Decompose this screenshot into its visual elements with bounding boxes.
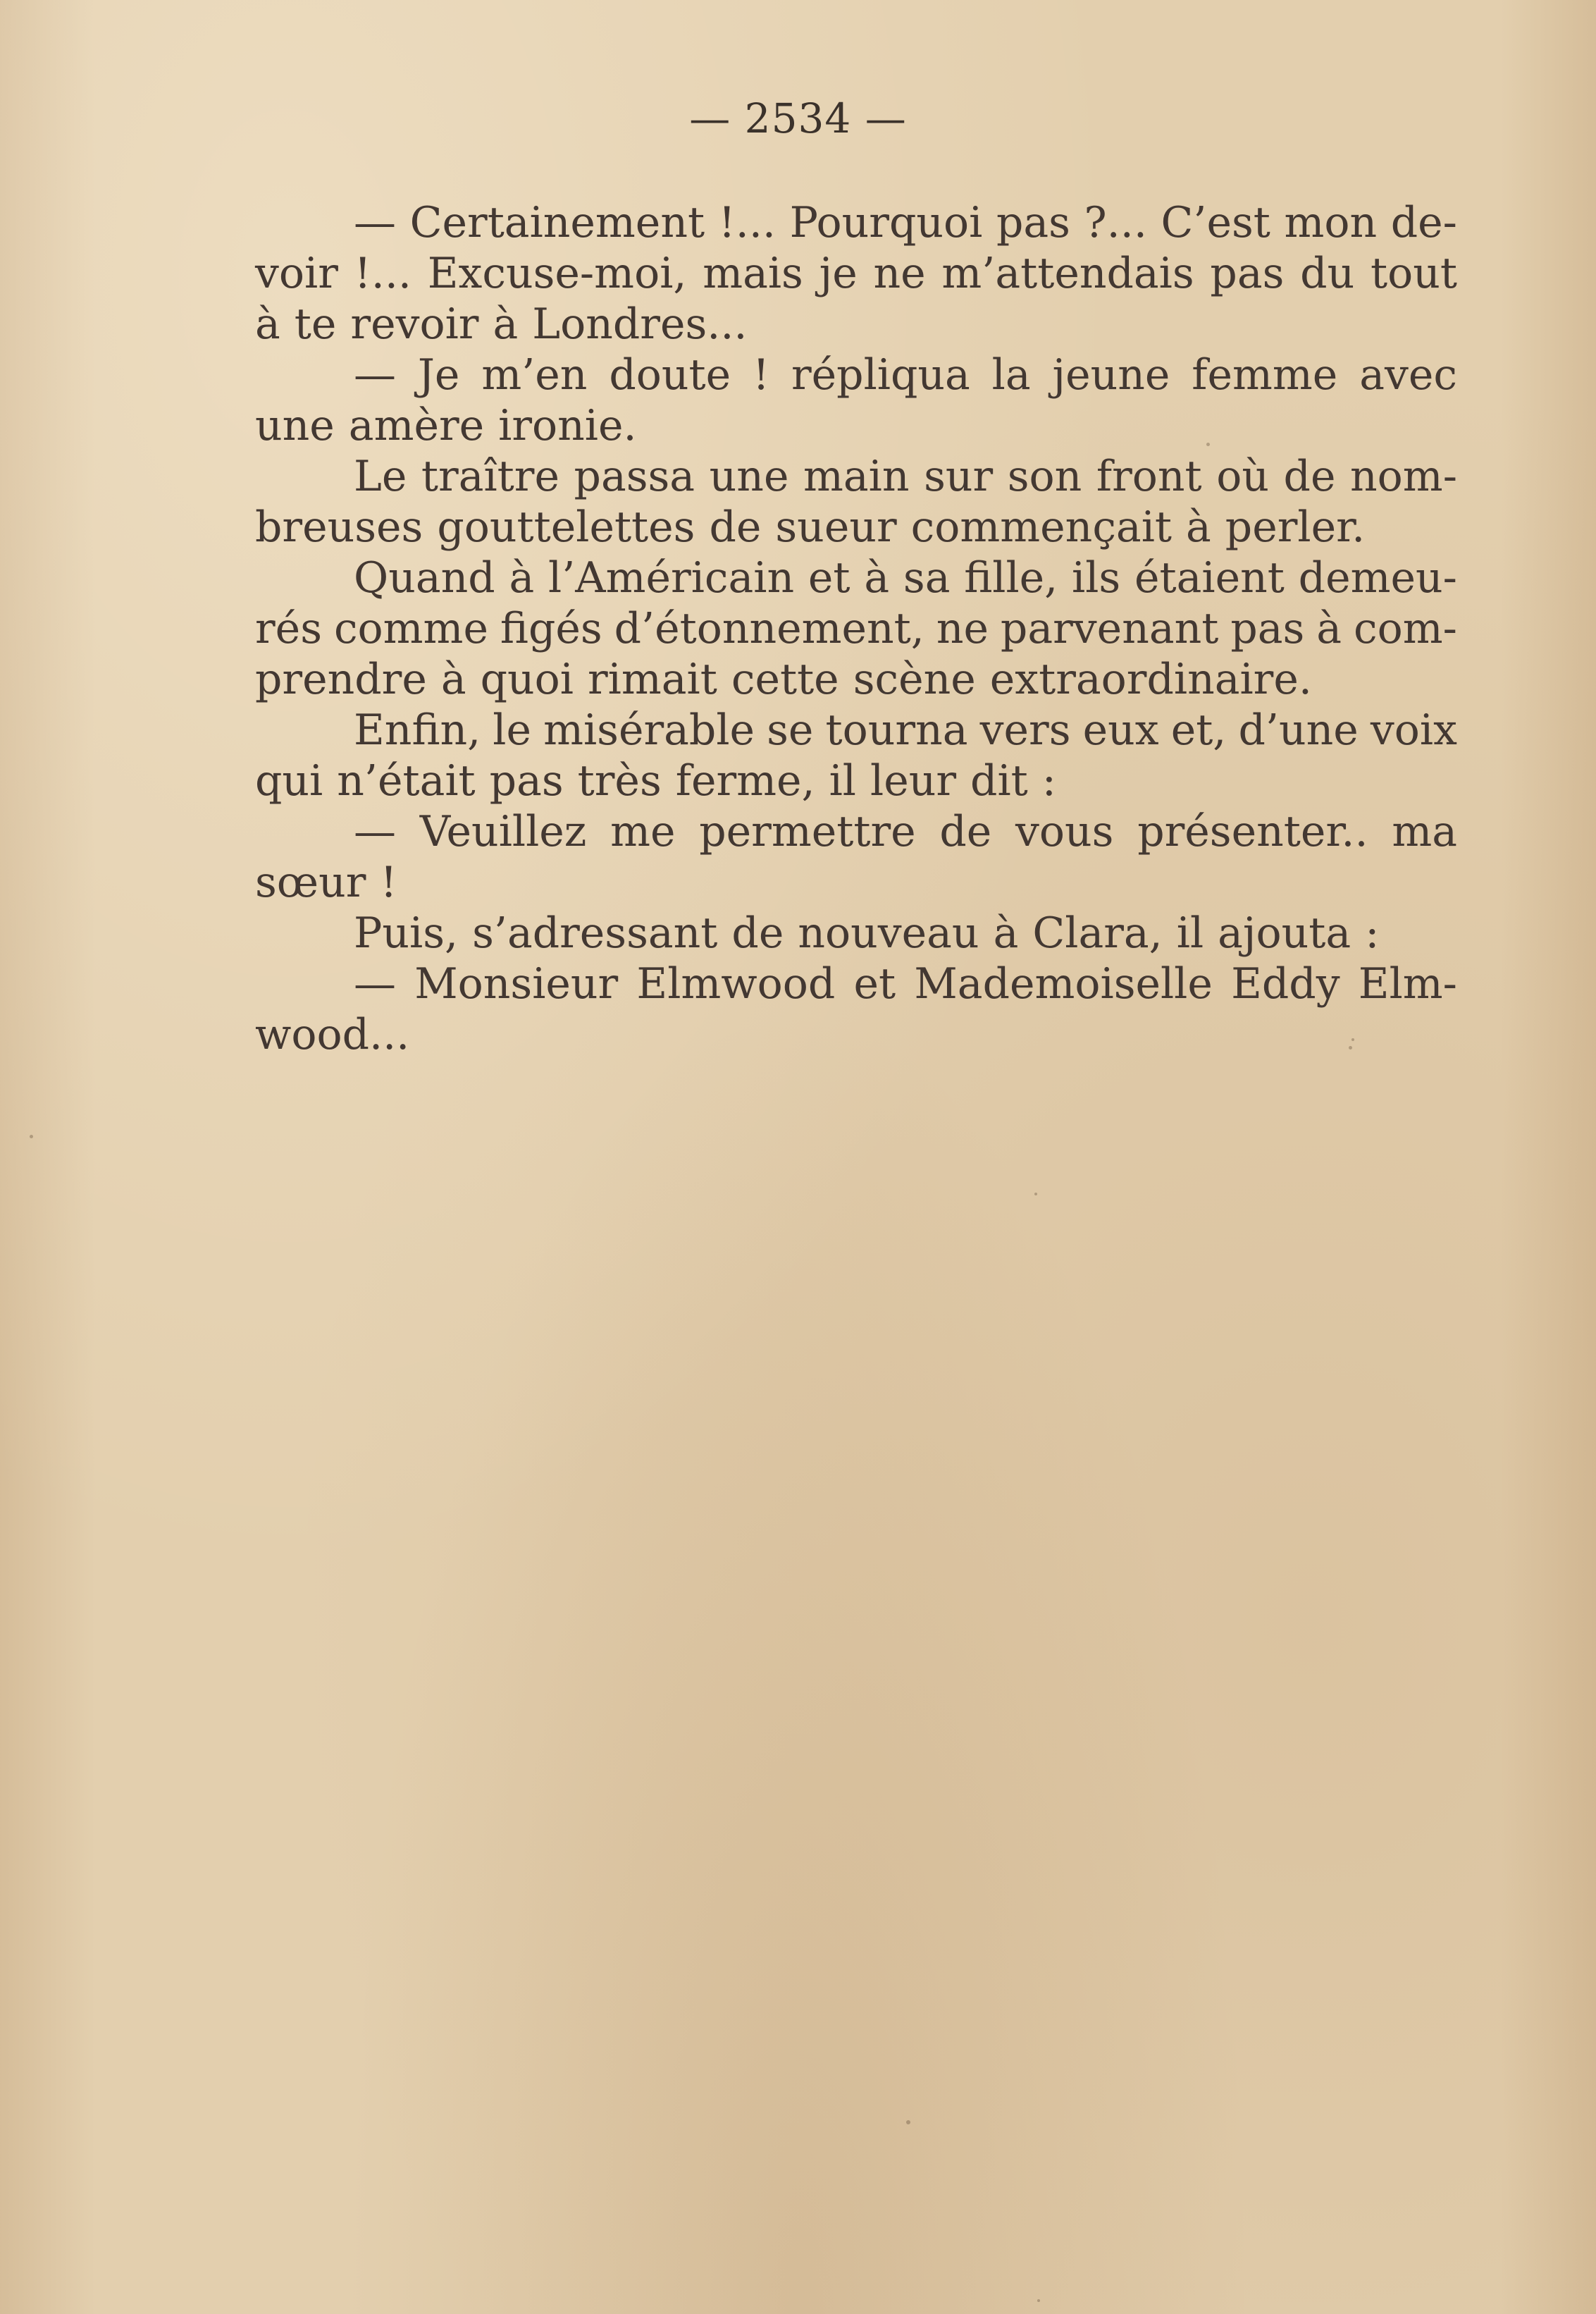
paper-speck <box>1349 1046 1352 1050</box>
text-line: qui n’était pas très ferme, il leur dit : <box>255 756 1056 806</box>
text-line: une amère ironie. <box>255 401 637 450</box>
text-line: — Veuillez me permettre de vous présenter.. ma <box>354 807 1457 856</box>
paper-speck <box>1034 1193 1037 1195</box>
body-text <box>255 197 1457 1060</box>
text-line: prendre à quoi rimait cette scène extraordinaire. <box>255 655 1312 704</box>
text-line: breuses gouttelettes de sueur commençait à perler. <box>255 503 1366 552</box>
page-number: — 2534 — <box>689 94 907 142</box>
text-line: Le traître passa une main sur son front où de nom- <box>354 452 1457 501</box>
text-line: rés comme figés d’étonnement, ne parvenant pas à com- <box>255 604 1457 653</box>
text-line: sœur ! <box>255 858 397 907</box>
paper-speck <box>1037 2299 1040 2302</box>
text-line: — Je m’en doute ! répliqua la jeune femme avec <box>354 350 1457 400</box>
text-line: — Certainement !... Pourquoi pas ?... C’est mon de- <box>354 198 1457 247</box>
text-line: voir !... Excuse-moi, mais je ne m’attendais pas du tout <box>255 249 1457 298</box>
text-line: wood... <box>255 1010 410 1059</box>
text-line: Enfin, le misérable se tourna vers eux et, d’une voix <box>354 706 1457 755</box>
paper-speck <box>906 2120 910 2124</box>
text-line: — Monsieur Elmwood et Mademoiselle Eddy Elm- <box>354 959 1457 1009</box>
paper-speck <box>30 1135 33 1138</box>
paper-speck <box>1351 1038 1354 1041</box>
text-line: à te revoir à Londres... <box>255 300 748 349</box>
paper-speck <box>1206 443 1210 446</box>
text-line: Quand à l’Américain et à sa fille, ils étaient demeu- <box>354 553 1457 603</box>
text-line: Puis, s’adressant de nouveau à Clara, il ajouta : <box>354 909 1380 958</box>
